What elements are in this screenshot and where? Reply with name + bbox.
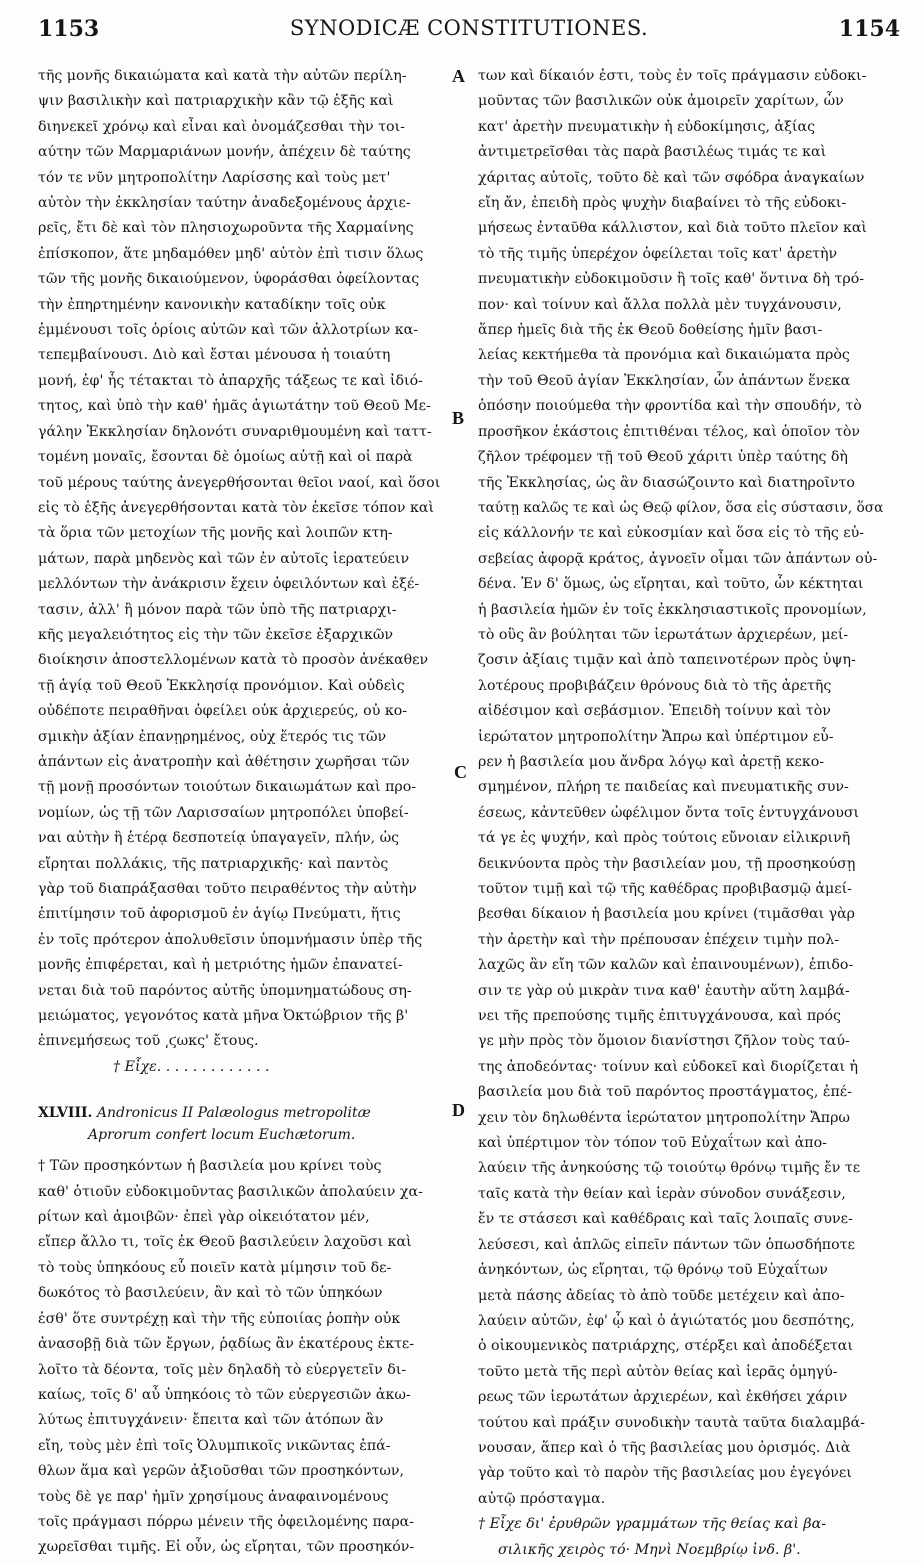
text-line: τὰ ὅρια τῶν μετοχίων τῆς μονῆς καὶ λοιπῶν κτη-	[38, 525, 393, 542]
text-line: γὰρ τοῦ διαπράξασθαι τοῦτο πειραθέντος τὴν αὐτὴν	[38, 881, 417, 897]
text-line: τὸ τῆς τιμῆς ὑπερέχον ὀφείλεται τοῖς κατ' ἀρετὴν	[478, 245, 838, 262]
text-line: ἐπίσκοπον, ἅτε μηδαμόθεν μηδ' αὐτὸν ἐπὶ τισιν ὅλως	[38, 245, 424, 262]
text-line: σιν τε γὰρ οὐ μικρὰν τινα καθ' ἑαυτὴν αὕτη λαμβά-	[478, 982, 850, 999]
text-line: ὁ οἰκουμενικὸς πατριάρχης, στέρξει καὶ ἀποδέξεται	[478, 1338, 853, 1355]
closing-note-line-1: † Εἶχε δι' ἐρυθρῶν γραμμάτων τῆς θείας καὶ βα-	[478, 1516, 826, 1533]
text-line: σμημένον, πλήρη τε παιδείας καὶ πνευματικῆς συν-	[478, 779, 849, 796]
text-line: τῆς Ἐκκλησίας, ὡς ἂν διασώζοιντο καὶ διατηροῖντο	[478, 474, 855, 491]
left-column-text-2	[38, 1154, 446, 1561]
text-line: γε μὴν πρὸς τὸν ὅμοιον διανίστησι ζῆλον τοὺς ταύ-	[478, 1033, 850, 1050]
text-line: † Τῶν προσηκόντων ἡ βασιλεία μου κρίνει τοὺς	[38, 1158, 382, 1175]
text-line: διηνεκεῖ χρόνῳ καὶ εἶναι καὶ ὀνομάζεσθαι τὴν τοι-	[38, 118, 405, 135]
text-line: διοίκησιν ἀποστελλομένων κατὰ τὸ προσὸν ἀνέκαθεν	[38, 652, 429, 669]
text-line: λαύειν αὐτῶν, ἐφ' ᾧ καὶ ὁ ἁγιώτατός μου δεσπότης,	[478, 1312, 855, 1329]
text-line: μοῦντας τῶν βασιλικῶν οὐκ ἀμοιρεῖν χαρίτων, ὧν	[478, 93, 844, 110]
section-title-line-1: Andronicus II Palæologus metropolitæ	[96, 1105, 371, 1122]
text-line: ἡ βασιλεία ἡμῶν ἐν τοῖς ἐκκλησιαστικοῖς προνομίων,	[478, 601, 867, 618]
section-number: XLVIII.	[38, 1105, 93, 1122]
margin-letter-a: A	[452, 66, 465, 86]
right-column-text	[478, 64, 890, 1512]
text-line: αὐτῷ πρόσταγμα.	[478, 1490, 606, 1507]
text-line: νομίων, ὡς τῇ τῶν Λαρισσαίων μητροπόλει ὑποβεί-	[38, 804, 409, 821]
text-line: ζοσιν ἀξίαις τιμᾷν καὶ ἀπὸ ταπεινοτέρων πρὸς ὑψη-	[478, 652, 856, 669]
text-line: τὸ τοὺς ὑπηκόους εὖ ποιεῖν κατὰ μίμησιν τοῦ δε-	[38, 1259, 392, 1276]
text-line: πνευματικὴν εὐδοκιμοῦσιν ἢ τοῖς καθ' ὅντινα δὴ τρό-	[478, 271, 865, 288]
text-line: κῆς μεγαλειότητος εἰς τὴν τῶν ἐκεῖσε ἐξαρχικῶν	[38, 626, 394, 643]
text-line: τασιν, ἀλλ' ἢ μόνον παρὰ τῶν ὑπὸ τῆς πατριαρχι-	[38, 601, 397, 618]
text-line: μονή, ἐφ' ἧς τέτακται τὸ ἀπαρχῆς τάξεως τε καὶ ἰδιό-	[38, 372, 423, 389]
text-line: χωρεῖσθαι τιμῆς. Εἰ οὖν, ὡς εἴρηται, τῶν προσηκόν-	[38, 1539, 415, 1556]
left-column	[38, 64, 446, 1561]
text-line: ζῆλον τρέφομεν τῇ τοῦ Θεοῦ χάριτι ὑπὲρ ταύτης δὴ	[478, 449, 848, 466]
margin-letter-c: C	[454, 762, 467, 782]
text-line: τοῦτον τιμῇ καὶ τῷ τῆς καθέδρας προβιβασμῷ ἀμεί-	[478, 881, 852, 897]
text-line: δεικνύοντα πρὸς τὴν βασιλείαν μου, τῇ προσηκούσῃ	[478, 855, 856, 872]
text-line: τὴν ἐπηρτημένην κανονικὴν καταδίκην τοῖς οὐκ	[38, 296, 386, 313]
running-title: SYNODICÆ CONSTITUTIONES.	[289, 16, 649, 40]
text-line: εἴη, τοὺς μὲν ἐπὶ τοῖς Ὀλυμπικοῖς νικῶντας ἐπά-	[38, 1437, 391, 1454]
text-line: μονῆς ἐπιφέρεται, καὶ ἡ μετριότης ἡμῶν ἐπανατεί-	[38, 957, 403, 974]
text-line: ἅπερ ἡμεῖς διὰ τῆς ἐκ Θεοῦ δοθείσης ἡμῖν βασι-	[478, 322, 823, 339]
text-line: προσῆκον ἑκάστοις ἐπιτιθέναι τέλος, καὶ ὁποῖον τὸν	[478, 423, 861, 440]
text-line: έσεως, κἀντεῦθεν ὠφέλιμον ὄντα τοῖς ἐντυγχάνουσι	[478, 804, 860, 821]
right-column	[478, 64, 890, 1563]
left-column-text-1	[38, 64, 446, 1055]
text-line: βασιλεία μου διὰ τοῦ παρόντος προστάγματος, ἐπέ-	[478, 1084, 852, 1101]
running-header	[38, 12, 900, 52]
text-line: λοτέρους προβιβάζειν θρόνους διὰ τὸ τῆς ἀρετῆς	[478, 677, 832, 694]
text-line: ρεως τῶν ἱερωτάτων ἀρχιερέων, καὶ ἐκθήσει χάριν	[478, 1389, 848, 1406]
text-line: τὴν τοῦ Θεοῦ ἁγίαν Ἐκκλησίαν, ὧν ἁπάντων ἕνεκα	[478, 372, 851, 389]
text-line: δένα. Ἐν δ' ὅμως, ὡς εἴρηται, καὶ τοῦτο, ὧν κέκτηται	[478, 576, 864, 593]
text-line: ἀντιμετρεῖσθαι τὰς παρὰ βασιλέως τιμάς τε καὶ	[478, 144, 827, 161]
text-line: ἐμμένουσι τοῖς ὁρίοις αὐτῶν καὶ τῶν ἀλλοτρίων κα-	[38, 322, 419, 339]
text-line: λεύσεσι, καὶ ἁπλῶς εἰπεῖν πάντων τῶν ὁπωσδήποτε	[478, 1236, 855, 1253]
text-line: λοῖτο τὰ δέοντα, τοῖς μὲν δηλαδὴ τὸ εὐεργετεῖν δι-	[38, 1361, 407, 1378]
text-line: των καὶ δίκαιόν ἐστι, τοὺς ἐν τοῖς πράγμασιν εὐδοκι-	[478, 68, 867, 84]
text-line: ἔν τε στάσεσι καὶ καθέδραις καὶ ταῖς λοιπαῖς συνε-	[478, 1211, 853, 1228]
text-line: τὸ οὓς ἂν βούληται τῶν ἱερωτάτων ἀρχιερέων, μεί-	[478, 626, 849, 643]
text-line: εἴη ἄν, ἐπειδὴ πρὸς ψυχὴν διαβαίνει τὸ τῆς εὐδοκι-	[478, 195, 847, 212]
text-line: λύτως ἐπιτυγχάνειν· ἔπειτα καὶ τῶν ἀτόπων ἂν	[38, 1412, 384, 1429]
text-line: εἰς κάλλονήν τε καὶ εὐκοσμίαν καὶ ὅσα εἰς τὸ τῆς εὐ-	[478, 525, 865, 542]
text-line: της ἀποδεόντας· τοίνυν καὶ εὐδοκεῖ καὶ διορίζεται ἡ	[478, 1058, 859, 1075]
text-line: αύτην τῶν Μαρμαριάνων μονήν, ἀπέχειν δὲ ταύτης	[38, 144, 411, 161]
text-line: οὐδέποτε πειραθῆναι ὀφείλει οὐκ ἀρχιερεύς, οὐ κο-	[38, 703, 408, 720]
text-line: τοὺς δὲ γε παρ' ἡμῖν χρησίμους ἀναφαινομένους	[38, 1488, 389, 1505]
text-line: δωκότος τὸ βασιλεύειν, ἂν καὶ τὸ τῶν ὑπηκόων	[38, 1285, 383, 1302]
text-line: ὁπόσην ποιούμεθα τὴν φροντίδα καὶ τὴν σπουδήν, τὸ	[478, 398, 862, 415]
text-line: τῇ ἁγίᾳ τοῦ Θεοῦ Ἐκκλησίᾳ προνόμιον. Καὶ οὐδεὶς	[38, 677, 405, 694]
text-line: ἀνασοβῇ διὰ τῶν ἔργων, ῥᾳδίως ἂν ἑκατέρους ἐκτε-	[38, 1336, 415, 1353]
text-line: τόν τε νῦν μητροπολίτην Λαρίσσης καὶ τοὺς μετ'	[38, 169, 391, 186]
text-line: τοῦτο μετὰ τῆς περὶ αὐτὸν θείας καὶ ἱερᾶς ὁμηγύ-	[478, 1363, 838, 1380]
text-line: γάλην Ἐκκλησίαν δηλονότι συναριθμουμένη καὶ ταττ-	[38, 423, 432, 440]
text-line: τεπεμβαίνουσι. Διὸ καὶ ἔσται μένουσα ἡ τοιαύτη	[38, 347, 391, 364]
text-line: τητος, καὶ ὑπὸ τὴν καθ' ἡμᾶς ἁγιωτάτην τοῦ Θεοῦ Με-	[38, 398, 431, 415]
section-heading	[38, 1102, 446, 1146]
text-line: τὴν ἀρετὴν καὶ τὴν πρέπουσαν ἐπέχειν τιμὴν πολ-	[478, 931, 839, 948]
closing-note-line-2: σιλικῆς χειρὸς τό· Μηνὶ Νοεμβρίῳ ἰνδ. β'.	[498, 1541, 801, 1558]
margin-letter-d: D	[452, 1100, 465, 1120]
text-line: χειν τὸν δηλωθέντα ἱερώτατον μητροπολίτην Ἄπρω	[478, 1109, 851, 1126]
text-line: χάριτας αὐτοῖς, τοῦτο δὲ καὶ τῶν σφόδρα ἀναγκαίων	[478, 169, 865, 186]
text-line: καὶ ὑπέρτιμον τὸν τόπον τοῦ Εὐχαΐτων καὶ ἀπο-	[478, 1135, 827, 1152]
text-line: αὐτὸν τὴν ἐκκλησίαν ταύτην ἀναδεξομένους ἀρχιε-	[38, 195, 411, 212]
text-line: τομένη μοναῖς, ἔσονται δὲ ὁμοίως αὐτῇ καὶ οἱ παρὰ	[38, 449, 413, 466]
text-line: μετὰ πάσης ἀδείας τὸ ἀπὸ τοῦδε μετέχειν καὶ ἀπο-	[478, 1287, 845, 1304]
section-gap	[38, 1080, 446, 1102]
text-line: πον· καὶ τοίνυν καὶ ἄλλα πολλὰ μὲν τυγχάνουσιν,	[478, 296, 842, 313]
text-line: τῶν τῆς μονῆς δικαιούμενον, ὑφοράσθαι ὀφείλοντας	[38, 271, 420, 288]
text-line: μάτων, παρὰ μηδενὸς καὶ τῶν ἐν αὐτοῖς ἱερατεύειν	[38, 550, 410, 567]
text-line: ἐσθ' ὅτε συντρέχῃ καὶ τὴν τῆς εὐποιίας ῥοπὴν οὐκ	[38, 1310, 401, 1327]
signature-eixe: † Εἶχε. . . . . . . . . . . . .	[113, 1058, 270, 1075]
text-line: τῇ μονῇ προσόντων τοιούτων δικαιωμάτων καὶ προ-	[38, 779, 417, 796]
heading-gap	[38, 1146, 446, 1154]
text-line: ρεν ἡ βασιλεία μου ἄνδρα λόγῳ καὶ ἀρετῇ κεκο-	[478, 753, 825, 770]
margin-letter-b: B	[452, 408, 465, 428]
text-line: μελλόντων τὴν ἀνάκρισιν ἔχειν ὀφειλόντων καὶ ἐξέ-	[38, 576, 420, 593]
text-line: εἰς τὸ ἑξῆς ἀνεγερθήσονται κατὰ τὸν ἐκεῖσε τόπον καὶ	[38, 499, 435, 516]
page-number-right: 1154	[838, 16, 900, 42]
text-line: ρίτων καὶ ἀμοιβῶν· ἐπεὶ γὰρ οἰκειότατον μέν,	[38, 1209, 370, 1226]
text-line: λαύειν τῆς ἀνηκούσης τῷ τοιούτῳ θρόνῳ τιμῆς ἔν τε	[478, 1160, 861, 1177]
text-line: κατ' ἀρετὴν πνευματικὴν ἡ εὐδοκίμησις, ἀξίας	[478, 118, 816, 135]
text-line: τούτου καὶ πράξιν συνοδικὴν ταυτὰ ταῦτα διαλαμβά-	[478, 1414, 865, 1431]
text-line: μήσεως ἐνταῦθα κάλλιστον, καὶ διὰ τοῦτο πλεῖον καὶ	[478, 220, 867, 237]
text-line: θλων ἅμα καὶ γερῶν ἀξιοῦσθαι τῶν προσηκόντων,	[38, 1463, 405, 1480]
text-line: ἱερώτατον μητροπολίτην Ἄπρω καὶ ὑπέρτιμον εὗ-	[478, 728, 834, 745]
text-line: ψιν βασιλικὴν καὶ πατριαρχικὴν κἂν τῷ ἑξῆς καὶ	[38, 93, 394, 110]
page-number-left: 1153	[38, 16, 100, 42]
text-line: εἴπερ ἄλλο τι, τοῖς ἐκ Θεοῦ βασιλεύειν λαχοῦσι καὶ	[38, 1234, 412, 1251]
text-line: ἐν τοῖς πρότερον ἀπολυθεῖσιν ὑπομνήμασιν ὑπὲρ τῆς	[38, 931, 423, 948]
text-line: τοῖς πράγμασι πόρρω μένειν τῆς ὀφειλομένης παρα-	[38, 1513, 415, 1530]
text-line: αἰδέσιμον καὶ σεβάσμιον. Ἐπειδὴ τοίνυν καὶ τὸν	[478, 703, 831, 720]
text-line: ἀνηκόντων, ὡς εἴρηται, τῷ θρόνῳ τοῦ Εὐχαΐτων	[478, 1262, 828, 1279]
text-line: βεσθαι δίκαιον ἡ βασιλεία μου κρίνει (τιμᾶσθαι γὰρ	[478, 906, 856, 923]
section-title-line-2: Aprorum confert locum Euchætorum.	[88, 1127, 356, 1144]
text-line: γὰρ τοῦτο καὶ τὸ παρὸν τῆς βασιλείας μου ἐγεγόνει	[478, 1465, 852, 1482]
text-line: σμικὴν ἀξίαν ἐπανῃρημένος, οὐχ ἕτερός τις τῶν	[38, 728, 387, 745]
text-line: τά γε ἐς ψυχήν, καὶ πρὸς τούτοις εὔνοιαν εἰλικρινῆ	[478, 830, 851, 847]
text-line: καθ' ὁτιοῦν εὐδοκιμοῦντας βασιλικῶν ἀπολαύειν χα-	[38, 1183, 423, 1200]
text-line: εἴρηται πολλάκις, τῆς πατριαρχικῆς· καὶ παντὸς	[38, 855, 389, 872]
text-line: νει τῆς πρεπούσης τιμῆς ἐπιτυγχάνουσα, καὶ πρός	[478, 1008, 841, 1025]
text-line: νουσαν, ἅπερ καὶ ὁ τῆς βασιλείας μου ὁρισμός. Διὰ	[478, 1439, 851, 1456]
text-line: τοῦ μέρους ταύτης ἀνεγερθήσονται θεῖοι ναοί, καὶ ὅσοι	[38, 474, 441, 491]
text-line: νεται διὰ τοῦ παρόντος αὐτῆς ὑπομνηματώδους ση-	[38, 982, 412, 999]
text-line: καίως, τοῖς δ' αὖ ὑπηκόοις τὸ τῶν εὐεργεσιῶν ἀκω-	[38, 1386, 411, 1403]
text-line: ἁπάντων εἰς ἀνατροπὴν καὶ ἀθέτησιν χωρῆσαι τῶν	[38, 753, 410, 770]
text-line: σεβείας ἀφορᾷ κράτος, ἀγνοεῖν οἶμαι τῶν ἁπάντων οὐ-	[478, 550, 878, 567]
text-line: λείας κεκτήμεθα τὰ προνόμια καὶ δικαιώματα πρὸς	[478, 347, 850, 364]
text-line: ταῖς κατὰ τὴν θείαν καὶ ἱερὰν σύνοδον συνάξεσιν,	[478, 1185, 846, 1202]
text-line: μειώματος, γεγονότος κατὰ μῆνα Ὀκτώβριον τῆς β'	[38, 1008, 409, 1025]
text-line: ἐπινεμήσεως τοῦ ͵ϛωκς' ἔτους.	[38, 1033, 259, 1050]
text-line: ταύτῃ καλῶς τε καὶ ὡς Θεῷ φίλον, ὅσα εἰς σύστασιν, ὅσα	[478, 499, 884, 516]
text-line: τῆς μονῆς δικαιώματα καὶ κατὰ τὴν αὐτῶν περίλη-	[38, 68, 407, 84]
text-line: ρεῖς, ἔτι δὲ καὶ τὸν πλησιοχωροῦντα τῆς Χαρμαίνης	[38, 220, 414, 237]
text-line: ἐπιτίμησιν τοῦ ἀφορισμοῦ ἐν ἁγίῳ Πνεύματι, ἥτις	[38, 906, 401, 923]
text-line: ναι αὐτὴν ἢ ἑτέρᾳ δεσποτείᾳ ὑπαγαγεῖν, πλήν, ὡς	[38, 830, 400, 847]
text-line: λαχῶς ἂν εἴη τῶν καλῶν καὶ ἐπαινουμένων), ἐπιδο-	[478, 957, 854, 974]
